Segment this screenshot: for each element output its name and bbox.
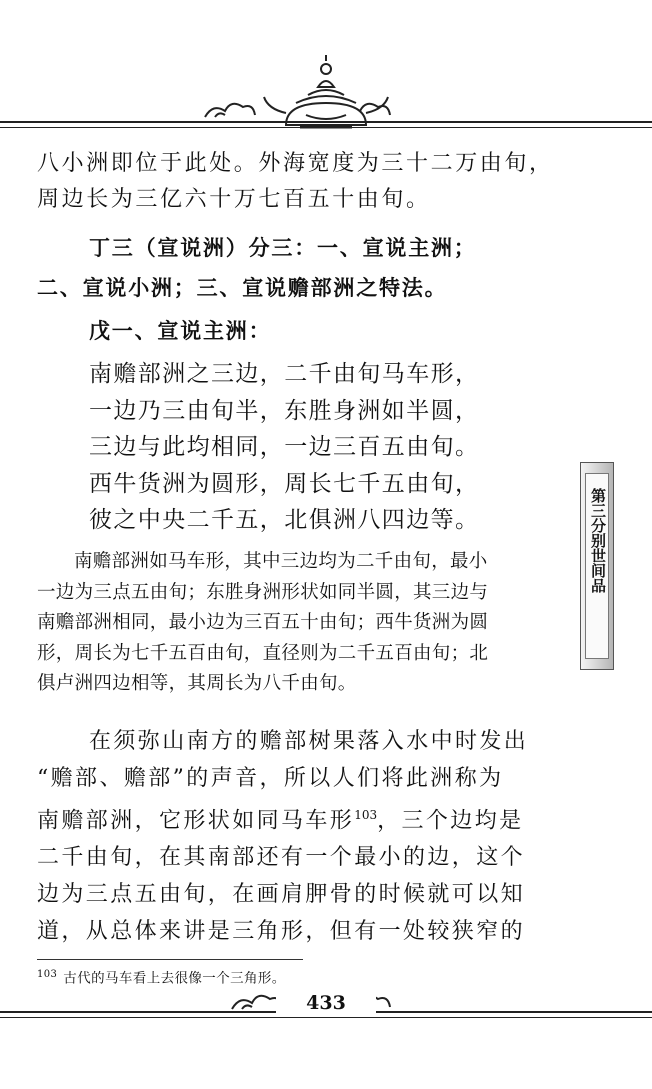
header-ornament-icon [0, 55, 652, 135]
verse-line: 西牛货洲为圆形，周长七千五由旬， [89, 470, 480, 497]
verse-line: 三边与此均相同，一边三百五由旬。 [89, 434, 480, 460]
text-line: 边为三点五由旬，在画肩胛骨的时候就可以知 [37, 882, 526, 908]
header-rule-thin [0, 127, 652, 128]
paragraph-body [37, 723, 567, 950]
chapter-title: 第三分别世间品 [589, 488, 607, 593]
chapter-side-tab-inner [585, 473, 609, 659]
verse-block [89, 356, 619, 539]
text-line: 八小洲即位于此处。外海宽度为三十二万由旬， [37, 151, 554, 176]
text-line: 道，从总体来讲是三角形，但有一处较狭窄的 [37, 919, 526, 945]
text-line: 周边长为三亿六十万七百五十由旬。 [37, 187, 431, 212]
footer-rule-thin [0, 1017, 652, 1018]
heading-line: 戊一、宣说主洲： [89, 319, 272, 343]
section-heading [37, 228, 567, 308]
footnote-number: 103 [37, 969, 58, 980]
text-line: 南赡部洲相同，最小边为三百五十由旬；西牛货洲为圆 [37, 612, 489, 633]
verse-line: 南赡部洲之三边，二千由旬马车形， [89, 361, 480, 387]
text-line: 一边为三点五由旬；东胜身洲形状如同半圆，其三边与 [37, 581, 489, 603]
footnote-reference[interactable]: 103 [354, 808, 378, 822]
footnote-text: 古代的马车看上去很像一个三角形。 [63, 970, 286, 987]
verse-line: 一边乃三由旬半，东胜身洲如半圆， [89, 397, 480, 424]
header-rule [0, 121, 652, 123]
text-line: 俱卢洲四边相等，其周长为八千由旬。 [37, 673, 357, 694]
heading-line: 二、宣说小洲；三、宣说赡部洲之特法。 [37, 276, 448, 300]
text-line: 南赡部洲如马车形，其中三边均为二千由旬，最小 [74, 551, 488, 572]
text-line [37, 797, 567, 839]
paragraph-intro [37, 146, 567, 218]
footnote-divider [37, 959, 303, 960]
text-line: 二千由旬，在其南部还有一个最小的边，这个 [37, 845, 526, 871]
commentary-paragraph [37, 547, 567, 700]
text-line: “赡部、赡部”的声音，所以人们将此洲称为 [37, 766, 504, 791]
subsection-heading [89, 313, 619, 349]
text-line: 形，周长为七千五百由旬，直径则为二千五百由旬；北 [37, 642, 489, 664]
verse-line: 彼之中央二千五，北俱洲八四边等。 [89, 507, 480, 533]
page-number: 433 [276, 992, 376, 1014]
heading-line: 丁三（宣说洲）分三：一、宣说主洲； [89, 236, 477, 260]
chapter-side-tab [580, 462, 614, 670]
text-segment: ，三个边均是 [377, 808, 524, 834]
text-segment: 南赡部洲，它形状如同马车形 [37, 808, 355, 834]
text-line: 在须弥山南方的赡部树果落入水中时发出 [89, 729, 529, 754]
